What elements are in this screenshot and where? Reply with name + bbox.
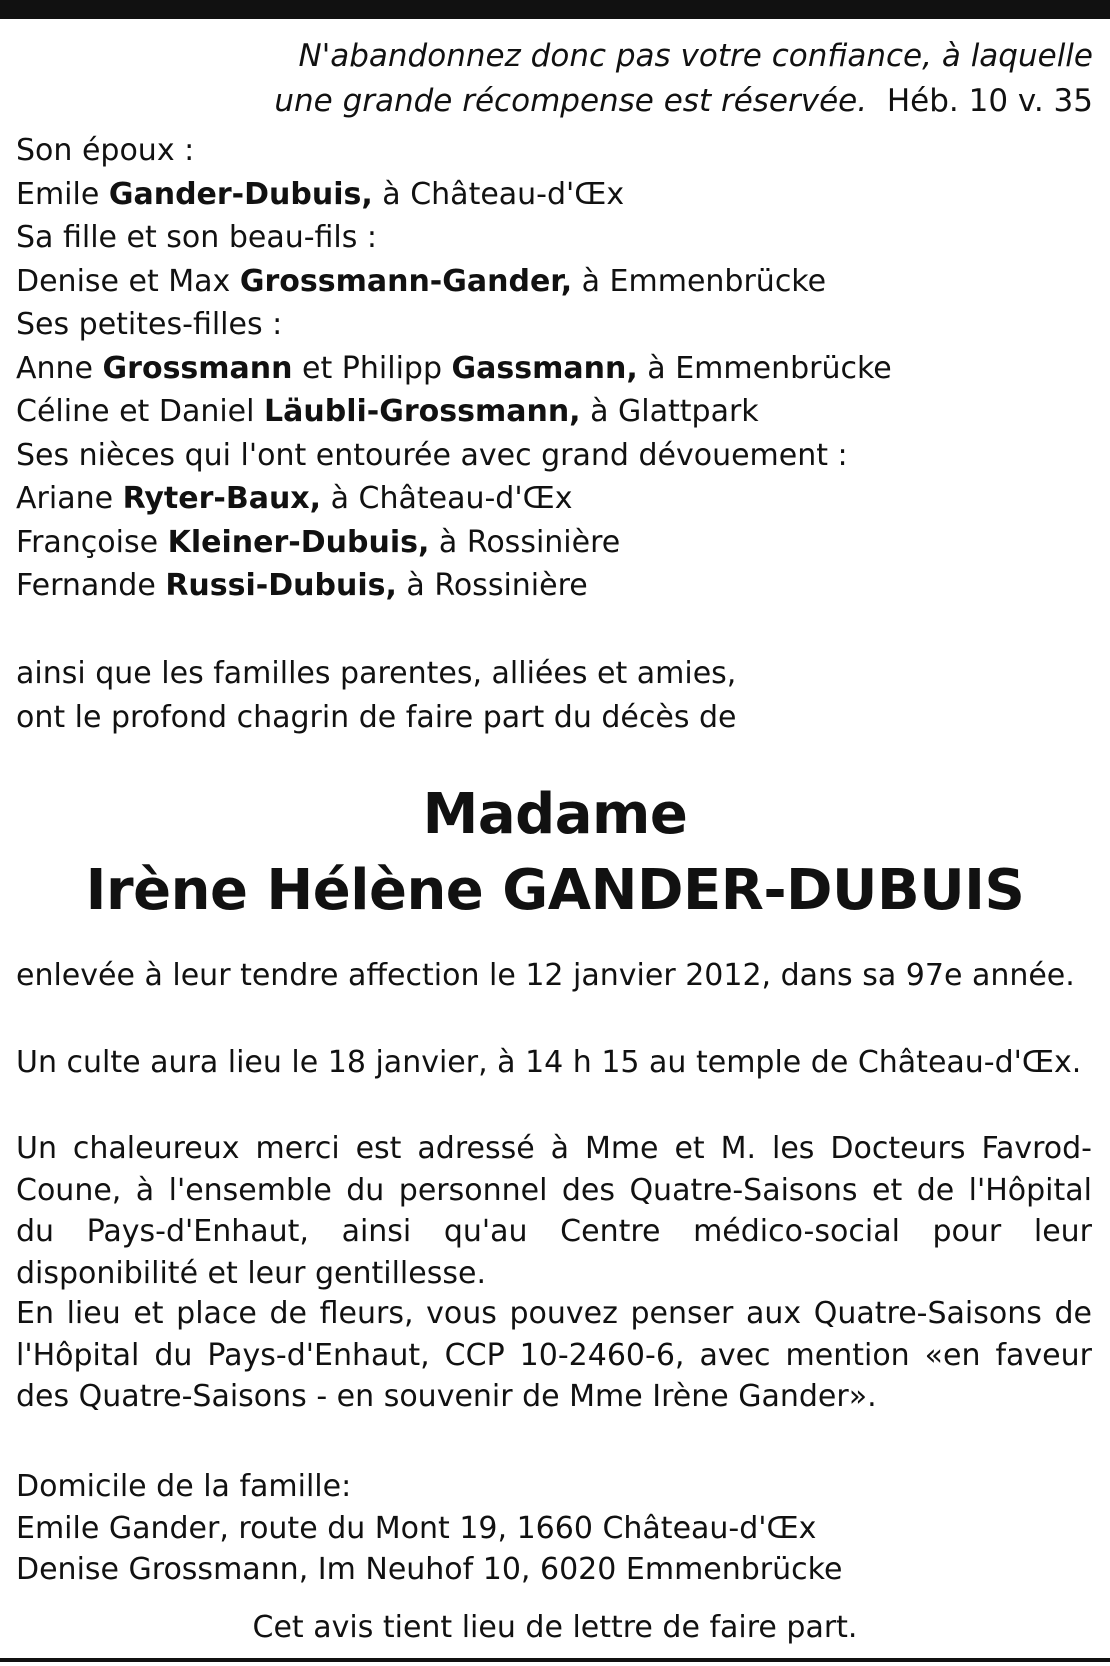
family-text: Céline et Daniel: [16, 394, 264, 429]
family-name: Grossmann-Gander,: [239, 263, 573, 299]
family-text: Denise et Max: [16, 263, 240, 299]
family-place: à Rossinière: [396, 568, 588, 603]
family-line: [16, 303, 892, 347]
family-name: Grossmann: [102, 350, 293, 386]
verse-reference: Héb. 10 v. 35: [886, 83, 1093, 119]
verse-line-1: [274, 34, 1093, 79]
family-text: Ariane: [16, 481, 123, 516]
service-text: [16, 1042, 1092, 1084]
family-list: [16, 129, 892, 608]
family-domicile: [16, 1466, 1092, 1591]
passing-text: [16, 955, 1092, 997]
family-place: à Château-d'Œx: [321, 481, 573, 516]
family-line: [16, 434, 892, 478]
passing-line: enlevée à leur tendre affection le 12 janvier 2012, dans sa 97e année.: [16, 958, 1075, 993]
intro-line-2: ont le profond chagrin de faire part du décès de: [16, 699, 737, 735]
family-line: [16, 347, 892, 391]
family-text: et Philipp: [292, 350, 452, 386]
family-text: Emile: [16, 176, 109, 212]
announcement-intro: [16, 652, 736, 739]
family-text: Fernande: [16, 568, 166, 603]
intro-line-1: ainsi que les familles parentes, alliées et amies,: [16, 656, 737, 691]
service-line: Un culte aura lieu le 18 janvier, à 14 h 15 au temple de Château-d'Œx.: [16, 1045, 1082, 1080]
family-line: [16, 477, 892, 521]
thanks-paragraph: Un chaleureux merci est adressé à Mme et M. les Docteurs Favrod-Coune, à l'ensemble du personnel des Quatre-Saisons et de l'Hôpital du Pays-d'Enhaut, ainsi qu'au Centre médico-social pour leur disponibilité et leur gentillesse.: [16, 1131, 1092, 1291]
top-border-rule: [0, 0, 1110, 19]
verse-line-2: [274, 79, 1093, 124]
family-line: [16, 129, 892, 173]
family-text: Ses nièces qui l'ont entourée avec grand dévouement :: [16, 437, 848, 473]
family-line: [16, 564, 892, 608]
flowers-paragraph: En lieu et place de fleurs, vous pouvez penser aux Quatre-Saisons de l'Hôpital du Pays-d'Enhaut, CCP 10-2460-6, avec mention «en faveur des Quatre-Saisons - en souvenir de Mme Irène Gander».: [16, 1296, 1092, 1414]
deceased-full-name: Irène Hélène GANDER-DUBUIS: [85, 858, 1025, 923]
family-name: Russi-Dubuis,: [165, 568, 397, 603]
bible-verse: [274, 34, 1093, 124]
family-line: [16, 173, 892, 217]
family-text: Françoise: [16, 524, 168, 560]
family-name: Gassmann,: [451, 350, 638, 386]
family-text: Son époux :: [16, 133, 195, 168]
family-line: [16, 521, 892, 565]
family-place: à Emmenbrücke: [637, 350, 892, 386]
family-name: Gander-Dubuis,: [108, 176, 373, 212]
family-name: Kleiner-Dubuis,: [167, 524, 430, 560]
family-name: Läubli-Grossmann,: [264, 394, 581, 429]
family-line: [16, 216, 892, 260]
family-place: à Emmenbrücke: [572, 263, 827, 299]
domicile-label: Domicile de la famille:: [16, 1469, 352, 1504]
deceased-name-heading: [0, 777, 1110, 929]
verse-text-1: N'abandonnez donc pas votre confiance, à laquelle: [298, 38, 1093, 74]
family-name: Ryter-Baux,: [122, 481, 322, 516]
family-text: Anne: [16, 350, 103, 386]
family-line: [16, 390, 892, 434]
family-text: Ses petites-filles :: [16, 307, 283, 342]
family-place: à Glattpark: [580, 394, 759, 429]
domicile-address-2: Denise Grossmann, Im Neuhof 10, 6020 Emmenbrücke: [16, 1552, 843, 1587]
domicile-address-1: Emile Gander, route du Mont 19, 1660 Château-d'Œx: [16, 1510, 817, 1546]
deceased-title: Madame: [422, 782, 688, 847]
bottom-border-rule: [0, 1658, 1110, 1662]
closing-note: Cet avis tient lieu de lettre de faire part.: [252, 1610, 858, 1645]
family-text: Sa fille et son beau-fils :: [16, 220, 378, 255]
family-place: à Rossinière: [429, 524, 621, 560]
verse-text-2: une grande récompense est réservée.: [274, 83, 868, 119]
family-line: [16, 260, 892, 304]
family-place: à Château-d'Œx: [372, 176, 625, 212]
